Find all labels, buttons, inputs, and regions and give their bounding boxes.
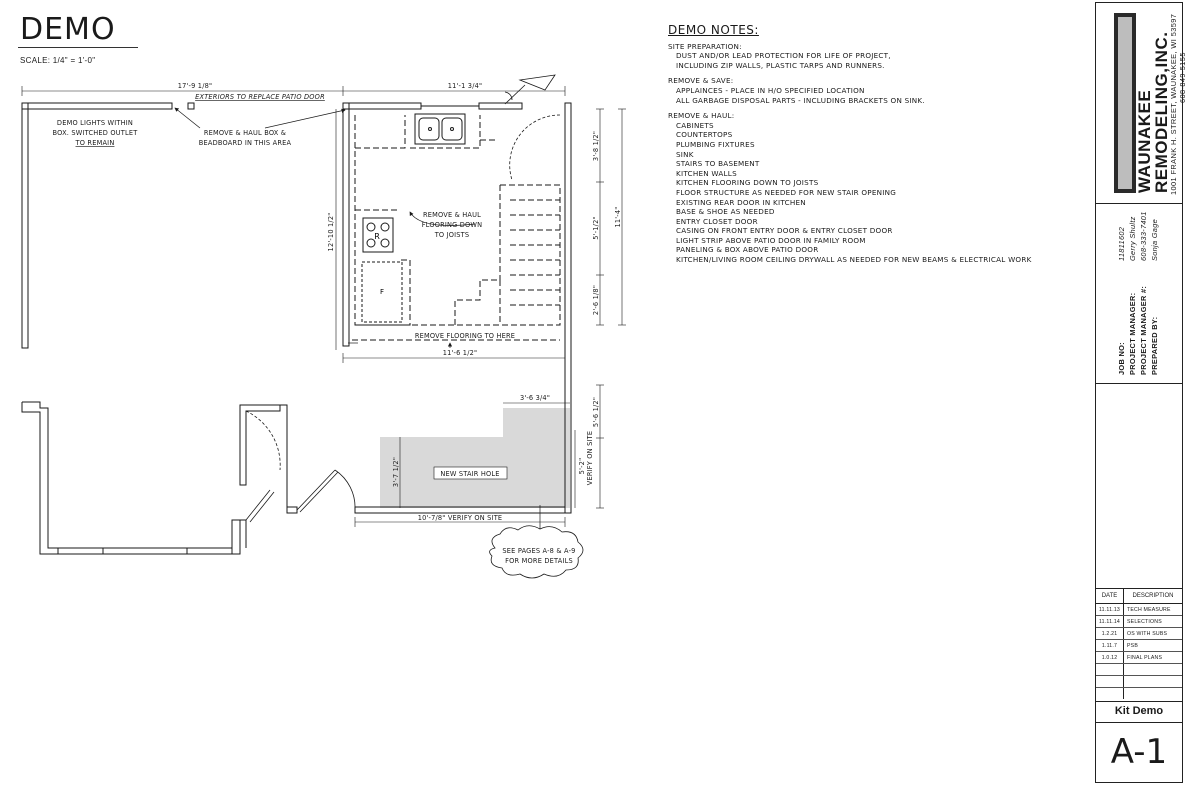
label-flooring-3: TO JOISTS: [434, 231, 470, 239]
rev-date: [1096, 664, 1124, 675]
label-new-stair-hole: NEW STAIR HOLE: [440, 470, 500, 478]
label-see-pages-2: FOR MORE DETAILS: [505, 557, 573, 565]
revision-row: [1096, 676, 1182, 688]
rev-date-header: DATE: [1096, 589, 1124, 603]
dim-top-right: 11'-1 3/4": [447, 82, 483, 90]
dim-stair-height: 3'-7 1/2": [392, 456, 400, 488]
notes-item: APPLAINCES - PLACE IN H/O SPECIFIED LOCATION: [676, 85, 865, 95]
revision-row: [1096, 688, 1182, 699]
company-name-2: REMODELING,INC.: [1152, 31, 1171, 193]
revision-row: [1096, 604, 1182, 616]
label-see-pages-1: SEE PAGES A-8 & A-9: [502, 547, 576, 555]
notes-section-title: REMOVE & HAUL:: [668, 111, 735, 121]
rev-date: 1.0.12: [1096, 652, 1124, 663]
rev-desc: TECH MEASURE: [1127, 606, 1171, 613]
notes-heading: DEMO NOTES:: [668, 23, 759, 37]
rev-desc-header: DESCRIPTION: [1132, 593, 1174, 599]
rev-date: 11.11.14: [1096, 616, 1124, 627]
dim-right-1: 3'-8 1/2": [592, 130, 600, 162]
dim-right-overall: 11'-4": [614, 206, 622, 228]
rev-desc: FINAL PLANS: [1127, 654, 1163, 661]
rev-date: [1096, 688, 1124, 699]
demo-notes: [668, 23, 1068, 265]
label-exteriors-patio: EXTERIORS TO REPLACE PATIO DOOR: [195, 93, 325, 101]
job-no: 11811602: [1117, 226, 1126, 261]
rev-desc: SELECTIONS: [1127, 618, 1162, 625]
rev-desc: OS WITH SUBS: [1127, 630, 1168, 637]
notes-item: PANELING & BOX ABOVE PATIO DOOR: [676, 245, 819, 255]
revision-row: [1096, 664, 1182, 676]
dim-right-2: 5'-1/2": [592, 216, 600, 240]
walls-lower-left: [22, 402, 297, 554]
company-phone: 608-849-5155: [1178, 52, 1187, 103]
job-info: [1096, 203, 1182, 384]
rev-date: [1096, 676, 1124, 687]
rev-desc: PSB: [1127, 642, 1138, 649]
notes-item: DUST AND/OR LEAD PROTECTION FOR LIFE OF PROJECT,: [676, 51, 891, 61]
notes-item: KITCHEN/LIVING ROOM CEILING DRYWALL AS NEEDED FOR NEW BEAMS & ELECTRICAL WORK: [676, 255, 1032, 265]
sink: [415, 114, 465, 144]
fridge-label: F: [380, 288, 385, 296]
label-demo-lights-3: TO REMAIN: [75, 139, 115, 147]
rev-desc: [1124, 676, 1182, 687]
revision-row: [1096, 616, 1182, 628]
dim-right-4: 5'-6 1/2": [592, 396, 600, 428]
dim-verify-on-site: VERIFY ON SITE: [586, 430, 594, 486]
new-stair-hole-area: [380, 408, 570, 508]
sheet-title: DEMO: [20, 12, 116, 47]
door-swings-entry: [246, 411, 355, 522]
company-address: 1001 FRANK H. STREET, WAUNAKEE, WI 53597: [1169, 13, 1178, 195]
dim-left-kitchen: 12'-10 1/2": [327, 212, 335, 252]
pm-phone: 608-333-7401: [1139, 211, 1148, 261]
dim-top-left: 17'-9 1/8": [177, 82, 213, 90]
label-flooring-1: REMOVE & HAUL: [422, 211, 482, 219]
rev-desc: [1124, 688, 1182, 699]
notes-item: CABINETS: [676, 120, 714, 130]
logo-bar-inner: [1118, 17, 1132, 189]
dim-right-3: 2'-6 1/8": [592, 284, 600, 316]
revision-header: [1096, 589, 1182, 604]
title-block: [1095, 2, 1187, 783]
dim-bottom-stair: 10'-7/8" VERIFY ON SITE: [417, 514, 503, 522]
label-demo-lights-2: BOX. SWITCHED OUTLET: [52, 129, 138, 137]
notes-item: BASE & SHOE AS NEEDED: [676, 207, 775, 217]
notes-item: KITCHEN FLOORING DOWN TO JOISTS: [676, 178, 819, 188]
label-haul-box-2: BEADBOARD IN THIS AREA: [198, 139, 292, 147]
scale-note: SCALE: 1/4" = 1'-0": [20, 56, 96, 65]
prepared-by-label: PREPARED BY:: [1150, 316, 1159, 375]
notes-item: COUNTERTOPS: [676, 130, 733, 140]
pm-phone-label: PROJECT MANAGER #:: [1139, 285, 1148, 375]
notes-item: KITCHEN WALLS: [676, 168, 737, 178]
sheet-number: A-1: [1110, 732, 1168, 772]
rev-desc: [1124, 664, 1182, 675]
notes-item: INCLUDING ZIP WALLS, PLASTIC TARPS AND RUNNERS.: [676, 60, 885, 70]
revision-row: [1096, 652, 1182, 664]
notes-item: EXISTING REAR DOOR IN KITCHEN: [676, 197, 806, 207]
sheet-name: Kit Demo: [1096, 700, 1182, 723]
revision-table: [1096, 588, 1182, 702]
label-flooring-2: FLOORING DOWN: [421, 221, 483, 229]
prepared-by: Sonja Gage: [1150, 218, 1159, 261]
notes-item: ENTRY CLOSET DOOR: [676, 216, 758, 226]
label-haul-box-1: REMOVE & HAUL BOX &: [203, 129, 287, 137]
dim-right-5: 5'-2": [578, 457, 586, 475]
notes-section-title: SITE PREPARATION:: [668, 41, 742, 51]
notes-item: STAIRS TO BASEMENT: [676, 159, 760, 169]
notes-item: SINK: [676, 149, 694, 159]
revision-row: [1096, 628, 1182, 640]
pm-label: PROJECT MANAGER:: [1128, 292, 1137, 375]
notes-item: PLUMBING FIXTURES: [676, 139, 755, 149]
rev-date: 11.11.13: [1096, 604, 1124, 615]
revision-row: [1096, 640, 1182, 652]
notes-item: CASING ON FRONT ENTRY DOOR & ENTRY CLOSET DOOR: [676, 226, 893, 236]
range-label: R: [374, 232, 380, 241]
notes-item: ALL GARBAGE DISPOSAL PARTS - INCLUDING BRACKETS ON SINK.: [676, 95, 925, 105]
job-no-label: JOB NO:: [1117, 342, 1126, 375]
rev-date: 1.11.7: [1096, 640, 1124, 651]
dim-stair-width: 3'-6 3/4": [519, 394, 551, 402]
notes-item: FLOOR STRUCTURE AS NEEDED FOR NEW STAIR OPENING: [676, 187, 897, 197]
company-logo: [1096, 3, 1187, 204]
label-demo-lights-1: DEMO LIGHTS WITHIN: [56, 119, 134, 127]
notes-item: LIGHT STRIP ABOVE PATIO DOOR IN FAMILY ROOM: [676, 235, 866, 245]
notes-section-title: REMOVE & SAVE:: [668, 76, 734, 86]
rev-date: 1.2.21: [1096, 628, 1124, 639]
dim-bottom-kitchen: 11'-6 1/2": [442, 349, 478, 357]
company-name-1: WAUNAKEE: [1135, 89, 1154, 193]
label-remove-flooring: REMOVE FLOORING TO HERE: [414, 332, 516, 340]
project-manager: Gerry Shultz: [1128, 216, 1137, 261]
